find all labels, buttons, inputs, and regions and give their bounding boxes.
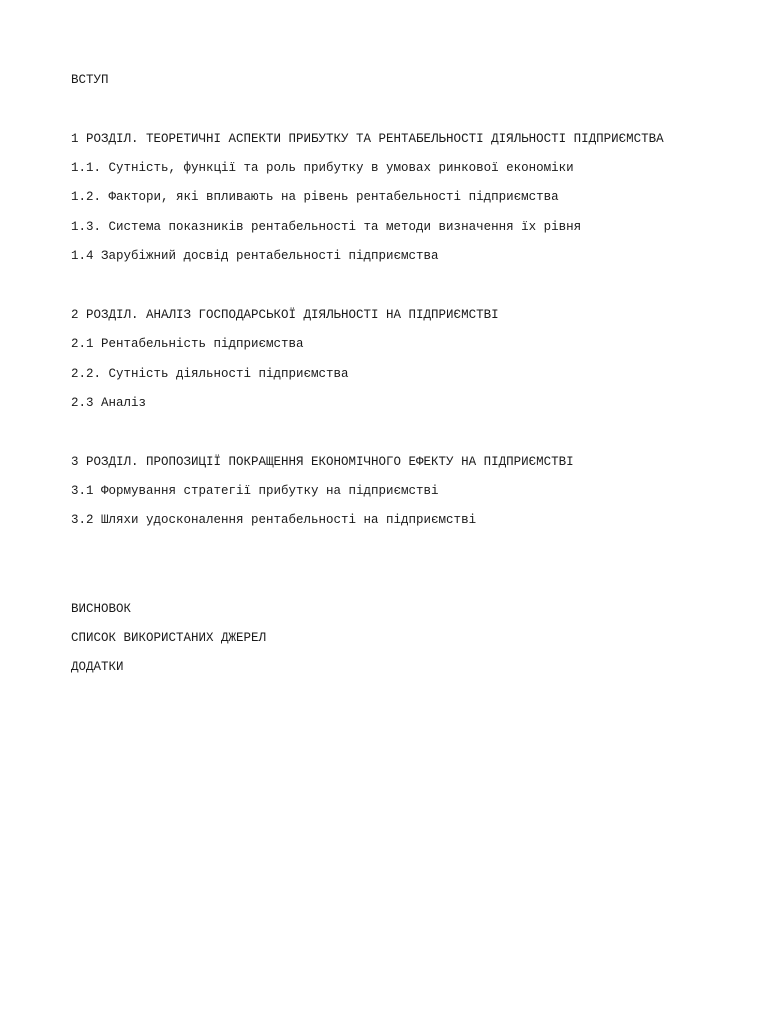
toc-item: 2.3 Аналіз: [71, 396, 147, 410]
toc-conclusion: ВИСНОВОК: [71, 602, 132, 616]
toc-item: 2.2. Сутність діяльності підприємства: [71, 367, 349, 381]
toc-item: 1.1. Сутність, функції та роль прибутку в умовах ринкової економіки: [71, 161, 574, 175]
toc-section-1-title: 1 РОЗДІЛ. ТЕОРЕТИЧНІ АСПЕКТИ ПРИБУТКУ ТА РЕНТАБЕЛЬНОСТІ ДІЯЛЬНОСТІ ПІДПРИЄМСТВА: [71, 132, 664, 146]
toc-section-3-title: 3 РОЗДІЛ. ПРОПОЗИЦІЇ ПОКРАЩЕННЯ ЕКОНОМІЧНОГО ЕФЕКТУ НА ПІДПРИЄМСТВІ: [71, 455, 574, 469]
toc-item: 2.1 Рентабельність підприємства: [71, 337, 304, 351]
toc-item: 3.2 Шляхи удосконалення рентабельності на підприємстві: [71, 513, 477, 527]
toc-section-2-title: 2 РОЗДІЛ. АНАЛІЗ ГОСПОДАРСЬКОЇ ДІЯЛЬНОСТІ НА ПІДПРИЄМСТВІ: [71, 308, 499, 322]
toc-intro: ВСТУП: [71, 73, 109, 87]
toc-item: 1.4 Зарубіжний досвід рентабельності підприємства: [71, 249, 439, 263]
toc-references: СПИСОК ВИКОРИСТАНИХ ДЖЕРЕЛ: [71, 631, 267, 645]
toc-item: 1.2. Фактори, які впливають на рівень рентабельності підприємства: [71, 190, 559, 204]
toc-item: 1.3. Система показників рентабельності та методи визначення їх рівня: [71, 220, 582, 234]
toc-item: 3.1 Формування стратегії прибутку на підприємстві: [71, 484, 439, 498]
toc-appendices: ДОДАТКИ: [71, 660, 124, 674]
